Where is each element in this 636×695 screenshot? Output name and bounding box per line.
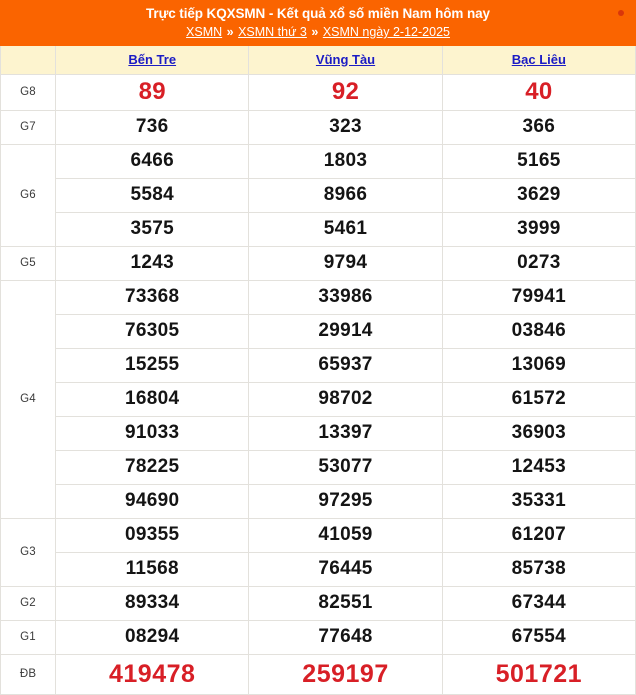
table-row <box>1 450 636 484</box>
province-header-cell <box>249 46 442 74</box>
prize-number-cell: 76305 <box>56 314 249 348</box>
table-row <box>1 586 636 620</box>
table-row <box>1 110 636 144</box>
prize-number-cell: 11568 <box>56 552 249 586</box>
prize-label-g1: G1 <box>1 620 56 654</box>
table-row <box>1 484 636 518</box>
prize-number-cell: 67554 <box>442 620 635 654</box>
prize-number-cell: 41059 <box>249 518 442 552</box>
table-row <box>1 144 636 178</box>
breadcrumb-separator: » <box>226 25 234 39</box>
breadcrumb-separator: » <box>311 25 319 39</box>
table-row <box>1 620 636 654</box>
table-row <box>1 74 636 110</box>
prize-number-cell: 82551 <box>249 586 442 620</box>
prize-number-cell: 92 <box>249 74 442 110</box>
prize-number-cell: 89 <box>56 74 249 110</box>
prize-number-cell: 91033 <box>56 416 249 450</box>
table-header-row <box>1 46 636 74</box>
breadcrumb <box>0 23 636 41</box>
status-dot-icon <box>618 10 624 16</box>
prize-number-cell: 09355 <box>56 518 249 552</box>
prize-number-cell: 65937 <box>249 348 442 382</box>
prize-number-cell: 33986 <box>249 280 442 314</box>
province-link-3[interactable]: Bạc Liêu <box>511 51 566 67</box>
prize-number-cell: 323 <box>249 110 442 144</box>
table-row <box>1 382 636 416</box>
breadcrumb-item-date[interactable]: XSMN ngày 2-12-2025 <box>322 25 450 39</box>
prize-number-cell: 9794 <box>249 246 442 280</box>
prize-number-cell: 6466 <box>56 144 249 178</box>
prize-number-cell: 53077 <box>249 450 442 484</box>
prize-number-cell: 16804 <box>56 382 249 416</box>
breadcrumb-item-xsmn[interactable]: XSMN <box>186 25 223 39</box>
prize-number-cell: 5584 <box>56 178 249 212</box>
prize-number-cell: 79941 <box>442 280 635 314</box>
prize-number-cell: 67344 <box>442 586 635 620</box>
prize-number-cell: 36903 <box>442 416 635 450</box>
table-row <box>1 416 636 450</box>
prize-number-cell: 73368 <box>56 280 249 314</box>
prize-label-g7: G7 <box>1 110 56 144</box>
prize-number-cell: 13397 <box>249 416 442 450</box>
prize-number-cell: 76445 <box>249 552 442 586</box>
table-row <box>1 654 636 694</box>
prize-number-cell: 3629 <box>442 178 635 212</box>
page-banner <box>0 0 636 46</box>
prize-number-cell: 94690 <box>56 484 249 518</box>
prize-number-cell: 419478 <box>56 654 249 694</box>
header-corner-cell <box>1 46 56 74</box>
prize-number-cell: 98702 <box>249 382 442 416</box>
table-row <box>1 212 636 246</box>
prize-label-g2: G2 <box>1 586 56 620</box>
prize-number-cell: 61207 <box>442 518 635 552</box>
prize-number-cell: 40 <box>442 74 635 110</box>
prize-label-g4: G4 <box>1 280 56 518</box>
prize-number-cell: 35331 <box>442 484 635 518</box>
table-row <box>1 518 636 552</box>
table-row <box>1 246 636 280</box>
prize-number-cell: 1243 <box>56 246 249 280</box>
prize-label-g3: G3 <box>1 518 56 586</box>
prize-number-cell: 5165 <box>442 144 635 178</box>
prize-number-cell: 03846 <box>442 314 635 348</box>
prize-number-cell: 97295 <box>249 484 442 518</box>
prize-label-g5: G5 <box>1 246 56 280</box>
prize-number-cell: 89334 <box>56 586 249 620</box>
prize-number-cell: 08294 <box>56 620 249 654</box>
prize-number-cell: 13069 <box>442 348 635 382</box>
prize-number-cell: 3575 <box>56 212 249 246</box>
prize-number-cell: 85738 <box>442 552 635 586</box>
prize-number-cell: 366 <box>442 110 635 144</box>
table-row <box>1 178 636 212</box>
prize-number-cell: 0273 <box>442 246 635 280</box>
breadcrumb-item-weekday[interactable]: XSMN thứ 3 <box>238 25 307 39</box>
table-row <box>1 314 636 348</box>
table-row <box>1 552 636 586</box>
prize-number-cell: 77648 <box>249 620 442 654</box>
prize-number-cell: 5461 <box>249 212 442 246</box>
prize-number-cell: 736 <box>56 110 249 144</box>
prize-number-cell: 78225 <box>56 450 249 484</box>
table-row <box>1 348 636 382</box>
prize-number-cell: 501721 <box>442 654 635 694</box>
prize-number-cell: 1803 <box>249 144 442 178</box>
prize-label-g6: G6 <box>1 144 56 246</box>
province-header-cell <box>442 46 635 74</box>
prize-number-cell: 12453 <box>442 450 635 484</box>
province-link-2[interactable]: Vũng Tàu <box>315 51 376 67</box>
prize-number-cell: 259197 <box>249 654 442 694</box>
prize-label-đb: ĐB <box>1 654 56 694</box>
lottery-results-table <box>0 46 636 695</box>
prize-number-cell: 8966 <box>249 178 442 212</box>
prize-number-cell: 15255 <box>56 348 249 382</box>
page-title: Trực tiếp KQXSMN - Kết quả xổ số miền Nam hôm nay <box>146 6 490 21</box>
province-link-1[interactable]: Bến Tre <box>128 51 177 67</box>
prize-label-g8: G8 <box>1 74 56 110</box>
prize-number-cell: 3999 <box>442 212 635 246</box>
prize-number-cell: 29914 <box>249 314 442 348</box>
province-header-cell <box>56 46 249 74</box>
prize-number-cell: 61572 <box>442 382 635 416</box>
table-row <box>1 280 636 314</box>
